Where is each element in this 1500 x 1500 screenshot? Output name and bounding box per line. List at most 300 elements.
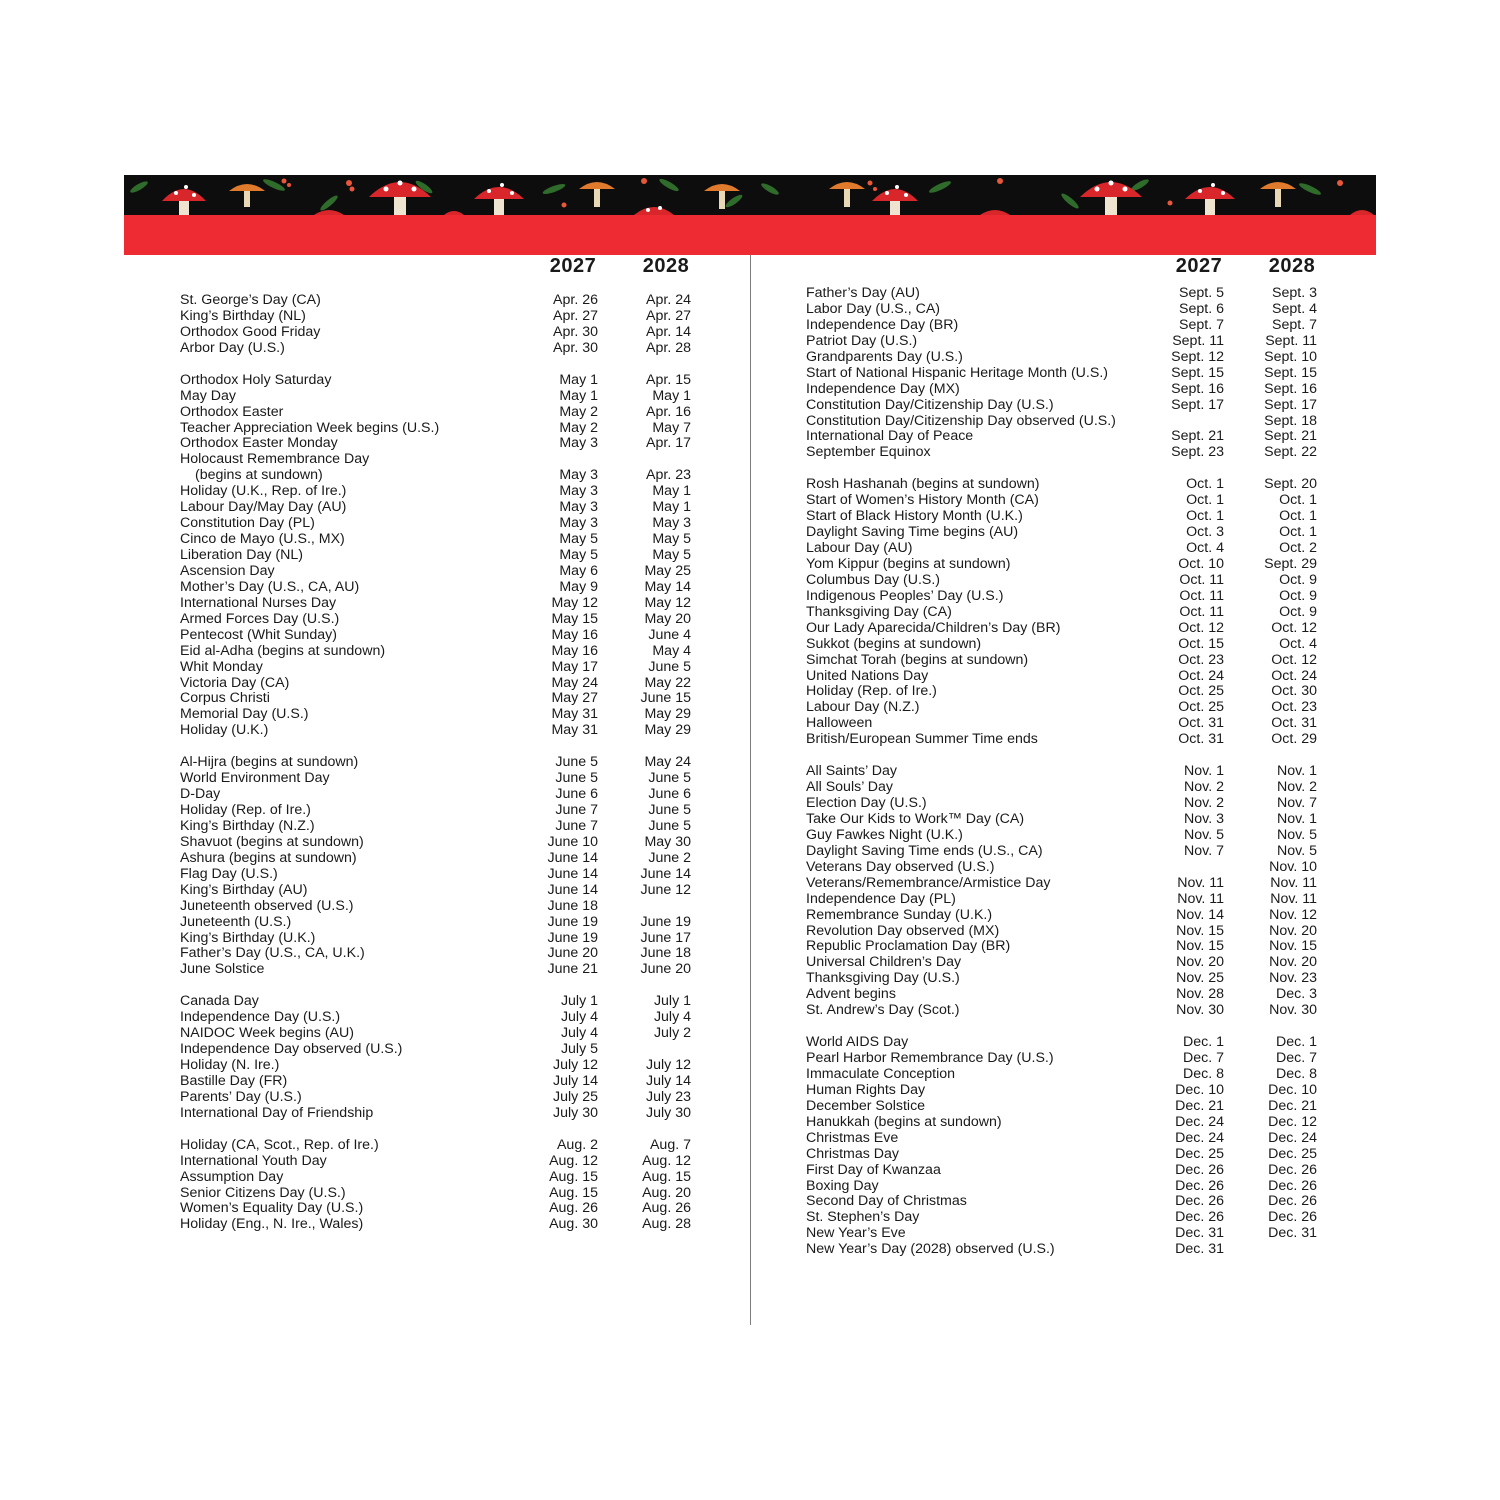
- holiday-row: [806, 587, 1317, 605]
- date-2028: June 18: [640, 945, 691, 962]
- holiday-name: Hanukkah (begins at sundown): [806, 1113, 1002, 1130]
- date-2027: June 6: [555, 786, 598, 803]
- holiday-row: [180, 642, 691, 660]
- holiday-row: [180, 1057, 691, 1074]
- date-2028: May 1: [652, 387, 691, 404]
- date-2028: July 14: [646, 1072, 691, 1089]
- date-2028: Nov. 10: [1269, 858, 1317, 875]
- right-page: [750, 175, 1376, 1325]
- date-2028: May 5: [652, 531, 691, 548]
- holiday-row: [806, 731, 1317, 748]
- holiday-row: [806, 1034, 1317, 1051]
- holiday-row: [806, 1129, 1317, 1147]
- holiday-row: [806, 285, 1317, 302]
- date-2028: Sept. 4: [1272, 300, 1317, 317]
- date-2027: May 3: [559, 483, 598, 500]
- red-mushroom-4: [634, 206, 674, 215]
- holiday-row: [180, 547, 691, 564]
- holiday-name: NAIDOC Week begins (AU): [180, 1025, 354, 1042]
- date-2028: Apr. 14: [646, 323, 691, 340]
- holiday-name: Labour Day (AU): [806, 540, 913, 556]
- date-2028: Oct. 24: [1271, 667, 1317, 684]
- holiday-name: Independence Day observed (U.S.): [180, 1041, 403, 1058]
- holiday-row: [806, 1177, 1317, 1195]
- date-2028: July 4: [653, 1009, 691, 1026]
- holiday-row: [180, 499, 691, 516]
- date-2028: Oct. 29: [1271, 731, 1317, 748]
- holiday-row: [180, 658, 691, 676]
- holiday-name: Ascension Day: [180, 562, 275, 579]
- holiday-row: [180, 1136, 691, 1154]
- holiday-name: Bastille Day (FR): [180, 1072, 288, 1089]
- date-2027: Oct. 4: [1186, 540, 1224, 556]
- date-2027: May 3: [559, 467, 598, 484]
- date-2028: June 19: [640, 913, 691, 930]
- holiday-name: King’s Birthday (AU): [180, 881, 308, 898]
- planner-spread: [124, 175, 1376, 1325]
- date-2027: Dec. 21: [1175, 1097, 1224, 1114]
- holiday-row: [806, 826, 1317, 844]
- date-2027: Oct. 24: [1178, 667, 1224, 684]
- holiday-row: [806, 842, 1317, 860]
- holiday-row: [180, 833, 691, 851]
- holiday-name: Start of National Hispanic Heritage Month (U.S.): [806, 364, 1109, 381]
- holiday-name: Teacher Appreciation Week begins (U.S.): [180, 419, 440, 436]
- holiday-name: Rosh Hashanah (begins at sundown): [806, 476, 1040, 493]
- date-2028: Dec. 3: [1275, 986, 1317, 1003]
- date-2028: Apr. 28: [646, 339, 691, 356]
- date-2027: July 30: [553, 1104, 598, 1121]
- date-2027: July 25: [553, 1088, 598, 1105]
- holiday-row: [180, 945, 691, 962]
- date-2028: June 6: [648, 786, 691, 803]
- date-2027: May 27: [551, 690, 598, 707]
- date-2027: Apr. 27: [553, 307, 598, 324]
- date-2027: July 4: [560, 1025, 598, 1042]
- date-2027: Oct. 1: [1186, 476, 1224, 493]
- date-2028: Oct. 4: [1279, 635, 1317, 652]
- date-2028: Dec. 10: [1268, 1081, 1317, 1098]
- date-2028: Oct. 9: [1279, 587, 1317, 604]
- holiday-row: [806, 619, 1317, 637]
- holiday-name: Remembrance Sunday (U.K.): [806, 906, 993, 923]
- date-2027: Sept. 16: [1171, 380, 1224, 397]
- date-2027: Nov. 11: [1177, 890, 1224, 907]
- holiday-name: King’s Birthday (N.Z.): [180, 817, 315, 834]
- date-2028: Aug. 28: [642, 1216, 691, 1233]
- date-2027: June 5: [555, 754, 598, 771]
- date-2028: Dec. 26: [1268, 1177, 1317, 1194]
- holiday-name: Independence Day (PL): [806, 890, 956, 907]
- holiday-row: [180, 1104, 691, 1122]
- date-2027: Sept. 11: [1172, 332, 1224, 349]
- holiday-row: [180, 1216, 691, 1233]
- date-2028: June 5: [648, 802, 691, 818]
- date-2027: Dec. 24: [1175, 1129, 1224, 1146]
- holiday-name: Thanksgiving Day (U.S.): [806, 970, 960, 987]
- section-spacer: [180, 1122, 598, 1138]
- date-2027: Nov. 14: [1176, 906, 1224, 923]
- holiday-name: Veterans Day observed (U.S.): [806, 858, 995, 875]
- date-2027: June 10: [547, 833, 598, 850]
- date-2028: Sept. 3: [1272, 285, 1317, 301]
- holiday-list-left: [180, 292, 691, 1233]
- holiday-name: Ashura (begins at sundown): [180, 849, 357, 866]
- date-2027: Oct. 1: [1186, 508, 1224, 525]
- date-2028: Sept. 16: [1264, 380, 1317, 397]
- date-2028: July 12: [646, 1057, 691, 1073]
- holiday-row: [180, 483, 691, 500]
- holiday-row: [806, 874, 1317, 892]
- holiday-name: June Solstice: [180, 961, 265, 978]
- date-2027: Dec. 26: [1175, 1177, 1224, 1194]
- date-2027: Dec. 7: [1182, 1050, 1224, 1066]
- holiday-name: Juneteenth (U.S.): [180, 913, 292, 930]
- date-2027: Sept. 12: [1171, 348, 1224, 365]
- date-2027: Dec. 10: [1175, 1081, 1224, 1098]
- date-2027: Apr. 30: [553, 323, 598, 340]
- date-2027: June 14: [547, 849, 598, 866]
- date-2027: Dec. 31: [1175, 1241, 1224, 1258]
- holiday-name: United Nations Day: [806, 667, 929, 684]
- date-2028: May 1: [652, 499, 691, 516]
- date-2028: Nov. 20: [1269, 954, 1317, 971]
- date-2028: July 30: [646, 1104, 691, 1121]
- holiday-name: International Day of Peace: [806, 428, 974, 445]
- date-2028: June 5: [648, 658, 691, 675]
- holiday-name: Constitution Day/Citizenship Day (U.S.): [806, 396, 1054, 413]
- holiday-name: Holiday (Rep. of Ire.): [806, 683, 937, 700]
- holiday-name: Start of Black History Month (U.K.): [806, 508, 1023, 525]
- date-2027: Sept. 5: [1179, 285, 1224, 301]
- holiday-row: [180, 1042, 598, 1058]
- section-spacer: [806, 748, 1224, 764]
- holiday-name: Memorial Day (U.S.): [180, 706, 309, 723]
- holiday-name: May Day: [180, 387, 236, 404]
- banner-berries: [282, 178, 648, 208]
- date-2027: June 14: [547, 881, 598, 898]
- date-2028: Dec. 31: [1268, 1225, 1317, 1242]
- date-2027: May 24: [551, 674, 598, 691]
- holiday-name: Halloween: [806, 715, 873, 732]
- date-2028: Dec. 26: [1268, 1193, 1317, 1210]
- date-2028: Sept. 29: [1264, 555, 1317, 572]
- date-2027: July 12: [553, 1057, 598, 1073]
- date-2028: June 5: [648, 817, 691, 834]
- holiday-row: [806, 476, 1317, 493]
- date-2028: May 25: [644, 562, 691, 579]
- holiday-name: International Nurses Day: [180, 594, 337, 611]
- date-2027: May 3: [559, 499, 598, 516]
- date-2027: July 1: [560, 993, 598, 1010]
- mushroom-pattern-icon: [750, 175, 1376, 215]
- holiday-row: [806, 1113, 1317, 1131]
- holiday-row: [806, 1193, 1317, 1210]
- holiday-row: [806, 1225, 1317, 1242]
- orange-mushroom-1: [229, 184, 265, 207]
- date-2027: Oct. 25: [1178, 683, 1224, 700]
- holiday-name: Immaculate Conception: [806, 1065, 956, 1082]
- date-2027: Aug. 30: [549, 1216, 598, 1233]
- holiday-row: [180, 1200, 691, 1217]
- date-2028: Nov. 11: [1270, 874, 1317, 891]
- date-2028: May 12: [644, 594, 691, 611]
- holiday-row: [806, 1081, 1317, 1099]
- holiday-name: International Youth Day: [180, 1152, 327, 1169]
- holiday-row: [806, 986, 1317, 1003]
- holiday-row: [806, 890, 1317, 908]
- date-2027: Nov. 2: [1184, 795, 1224, 811]
- holiday-row: [806, 1145, 1317, 1163]
- date-2028: Oct. 1: [1279, 508, 1317, 525]
- date-2027: Sept. 6: [1179, 300, 1224, 317]
- holiday-name: Holiday (Rep. of Ire.): [180, 802, 311, 818]
- date-2028: May 24: [644, 754, 691, 771]
- date-2027: Oct. 11: [1179, 571, 1224, 588]
- holiday-row: [180, 626, 691, 644]
- date-2028: Dec. 26: [1268, 1209, 1317, 1226]
- date-2028: July 1: [653, 993, 691, 1010]
- date-2028: Oct. 30: [1271, 683, 1317, 700]
- date-2027: May 6: [559, 562, 598, 579]
- holiday-row: [180, 865, 691, 883]
- holiday-name: Daylight Saving Time begins (AU): [806, 524, 1019, 541]
- holiday-name: Holocaust Remembrance Day: [180, 451, 370, 468]
- date-2028: Oct. 9: [1279, 571, 1317, 588]
- date-2028: Nov. 30: [1269, 1002, 1317, 1019]
- holiday-row: [180, 674, 691, 692]
- holiday-row: [180, 562, 691, 580]
- holiday-row: [180, 467, 691, 484]
- holiday-row: [180, 1168, 691, 1186]
- holiday-row: [180, 770, 691, 787]
- date-2028: Dec. 1: [1275, 1034, 1317, 1051]
- date-2027: June 7: [555, 802, 598, 818]
- date-2028: Nov. 12: [1269, 906, 1317, 923]
- holiday-name: Women’s Equality Day (U.S.): [180, 1200, 364, 1217]
- holiday-row: [806, 635, 1317, 653]
- date-2028: May 5: [652, 547, 691, 563]
- holiday-row: [806, 348, 1317, 366]
- date-2027: Nov. 11: [1177, 874, 1224, 891]
- holiday-row: [806, 779, 1317, 796]
- year-heading-2028: 2028: [1268, 255, 1316, 277]
- date-2028: Nov. 2: [1277, 779, 1317, 796]
- holiday-name: Pentecost (Whit Sunday): [180, 626, 337, 643]
- holiday-row: [180, 610, 691, 628]
- date-2027: Nov. 2: [1184, 779, 1224, 796]
- holiday-row: [806, 492, 1317, 509]
- section-spacer: [180, 357, 598, 373]
- orange-mushroom-1: [829, 182, 865, 207]
- holiday-name: Shavuot (begins at sundown): [180, 833, 364, 850]
- date-2027: July 5: [560, 1041, 598, 1058]
- holiday-row: [806, 1002, 1317, 1019]
- date-2028: Dec. 12: [1268, 1113, 1317, 1130]
- holiday-row: [806, 508, 1317, 525]
- date-2027: Aug. 15: [549, 1184, 598, 1201]
- holiday-row: [180, 754, 691, 771]
- holiday-row: [806, 810, 1317, 828]
- date-2027: Nov. 25: [1176, 970, 1224, 987]
- date-2027: Oct. 3: [1186, 524, 1224, 541]
- red-mushroom-1: [162, 185, 206, 215]
- holiday-name: Holiday (U.K.): [180, 722, 269, 739]
- date-2027: Aug. 2: [556, 1136, 598, 1153]
- holiday-name: Patriot Day (U.S.): [806, 332, 918, 349]
- section-spacer: [180, 978, 598, 994]
- holiday-row: [806, 683, 1317, 700]
- date-2027: May 2: [559, 403, 598, 420]
- holiday-row: [806, 603, 1317, 621]
- date-2028: Dec. 26: [1268, 1161, 1317, 1178]
- holiday-name: New Year’s Day (2028) observed (U.S.): [806, 1241, 1055, 1258]
- holiday-name: World Environment Day: [180, 770, 330, 787]
- date-2028: May 30: [644, 833, 691, 850]
- holiday-name: Take Our Kids to Work™ Day (CA): [806, 810, 1025, 827]
- holiday-name: All Souls’ Day: [806, 779, 893, 796]
- date-2027: Oct. 10: [1178, 555, 1224, 572]
- holiday-row: [180, 849, 691, 867]
- date-2028: June 15: [640, 690, 691, 707]
- holiday-row: [180, 594, 691, 612]
- holiday-name: Advent begins: [806, 986, 896, 1003]
- date-2027: May 31: [551, 722, 598, 739]
- holiday-name: Father’s Day (AU): [806, 285, 920, 301]
- holiday-name: Christmas Eve: [806, 1129, 899, 1146]
- holiday-name: Second Day of Christmas: [806, 1193, 967, 1210]
- date-2027: Oct. 31: [1178, 731, 1224, 748]
- holiday-name: Holiday (CA, Scot., Rep. of Ire.): [180, 1136, 379, 1153]
- holiday-name: Thanksgiving Day (CA): [806, 603, 952, 620]
- orange-mushroom-2: [1260, 182, 1296, 207]
- date-2028: Sept. 7: [1272, 316, 1317, 333]
- holiday-row: [180, 802, 691, 819]
- date-2028: May 29: [644, 706, 691, 723]
- holiday-name: Indigenous Peoples’ Day (U.S.): [806, 587, 1004, 604]
- date-2028: Sept. 15: [1264, 364, 1317, 381]
- date-2028: Sept. 18: [1264, 412, 1317, 429]
- holiday-name: St. Stephen’s Day: [806, 1209, 920, 1226]
- holiday-row: [180, 899, 598, 915]
- red-mushroom-3: [1185, 183, 1235, 215]
- date-2027: May 9: [559, 578, 598, 595]
- holiday-name: Victoria Day (CA): [180, 674, 290, 691]
- holiday-name: Human Rights Day: [806, 1081, 926, 1098]
- holiday-name: King’s Birthday (U.K.): [180, 929, 316, 946]
- holiday-name: Armed Forces Day (U.S.): [180, 610, 340, 627]
- date-2028: Sept. 11: [1265, 332, 1317, 349]
- date-2028: Nov. 15: [1269, 938, 1317, 955]
- holiday-name: Orthodox Easter Monday: [180, 435, 338, 452]
- mushroom-banner-left: [124, 175, 750, 215]
- holiday-row: [180, 435, 691, 452]
- red-mushroom-2: [1080, 181, 1142, 216]
- date-2027: May 3: [559, 435, 598, 452]
- holiday-name: Parents’ Day (U.S.): [180, 1088, 302, 1105]
- section-spacer: [180, 739, 598, 755]
- holiday-name: Holiday (Eng., N. Ire., Wales): [180, 1216, 364, 1233]
- holiday-row: [806, 524, 1317, 541]
- date-2028: Aug. 15: [642, 1168, 691, 1185]
- date-2028: Apr. 16: [646, 403, 691, 420]
- date-2028: Dec. 21: [1268, 1097, 1317, 1114]
- holiday-row: [806, 1242, 1224, 1258]
- holiday-row: [180, 515, 691, 532]
- red-mushroom-1: [872, 185, 918, 215]
- year-heading-2027: 2027: [1175, 255, 1223, 277]
- date-2027: June 20: [547, 945, 598, 962]
- date-2027: Oct. 15: [1178, 635, 1224, 652]
- date-2027: May 12: [551, 594, 598, 611]
- holiday-row: [806, 1097, 1317, 1115]
- date-2027: May 2: [559, 419, 598, 436]
- date-2028: Dec. 25: [1268, 1145, 1317, 1162]
- holiday-row: [806, 763, 1317, 780]
- date-2028: May 14: [644, 578, 691, 595]
- holiday-row: [806, 906, 1317, 924]
- date-2028: Sept. 17: [1264, 396, 1317, 413]
- mushroom-pattern-icon: [124, 175, 750, 215]
- date-2028: Nov. 11: [1270, 890, 1317, 907]
- holiday-name: Assumption Day: [180, 1168, 284, 1185]
- date-2028: Oct. 2: [1279, 540, 1317, 556]
- holiday-row: [806, 954, 1317, 971]
- date-2028: Nov. 20: [1269, 922, 1317, 939]
- date-2028: May 20: [644, 610, 691, 627]
- holiday-row: [806, 571, 1317, 589]
- date-2028: Apr. 27: [646, 307, 691, 324]
- holiday-name: Our Lady Aparecida/Children’s Day (BR): [806, 619, 1061, 636]
- date-2028: June 20: [640, 961, 691, 978]
- date-2027: June 21: [547, 961, 598, 978]
- date-2028: Nov. 5: [1277, 826, 1317, 843]
- date-2027: Aug. 12: [549, 1152, 598, 1169]
- date-2028: June 14: [640, 865, 691, 882]
- date-2027: June 18: [547, 897, 598, 914]
- holiday-row: [806, 1050, 1317, 1067]
- date-2027: Nov. 20: [1176, 954, 1224, 971]
- holiday-name: Flag Day (U.S.): [180, 865, 278, 882]
- holiday-row: [806, 412, 1317, 430]
- date-2028: May 29: [644, 722, 691, 739]
- date-2027: Oct. 1: [1186, 492, 1224, 509]
- holiday-name: Pearl Harbor Remembrance Day (U.S.): [806, 1050, 1054, 1066]
- holiday-name: Labour Day (N.Z.): [806, 699, 920, 716]
- date-2028: Nov. 7: [1277, 795, 1317, 811]
- holiday-name: Father’s Day (U.S., CA, U.K.): [180, 945, 365, 962]
- red-header-band-left: [124, 215, 750, 255]
- holiday-row: [180, 1009, 691, 1026]
- date-2027: Sept. 21: [1171, 428, 1224, 445]
- date-2027: Sept. 7: [1179, 316, 1224, 333]
- holiday-name: September Equinox: [806, 444, 931, 461]
- holiday-name: Orthodox Good Friday: [180, 323, 321, 340]
- date-2027: May 15: [551, 610, 598, 627]
- holiday-row: [180, 817, 691, 835]
- date-2028: May 22: [644, 674, 691, 691]
- holiday-name: British/European Summer Time ends: [806, 731, 1038, 748]
- holiday-row: [806, 715, 1317, 732]
- holiday-name: All Saints’ Day: [806, 763, 897, 780]
- date-2027: Aug. 26: [549, 1200, 598, 1217]
- date-2028: Aug. 26: [642, 1200, 691, 1217]
- date-2027: Sept. 15: [1171, 364, 1224, 381]
- date-2027: Nov. 30: [1176, 1002, 1224, 1019]
- holiday-name: D-Day: [180, 786, 221, 803]
- holiday-row: [806, 858, 1317, 876]
- date-2028: Nov. 5: [1277, 842, 1317, 859]
